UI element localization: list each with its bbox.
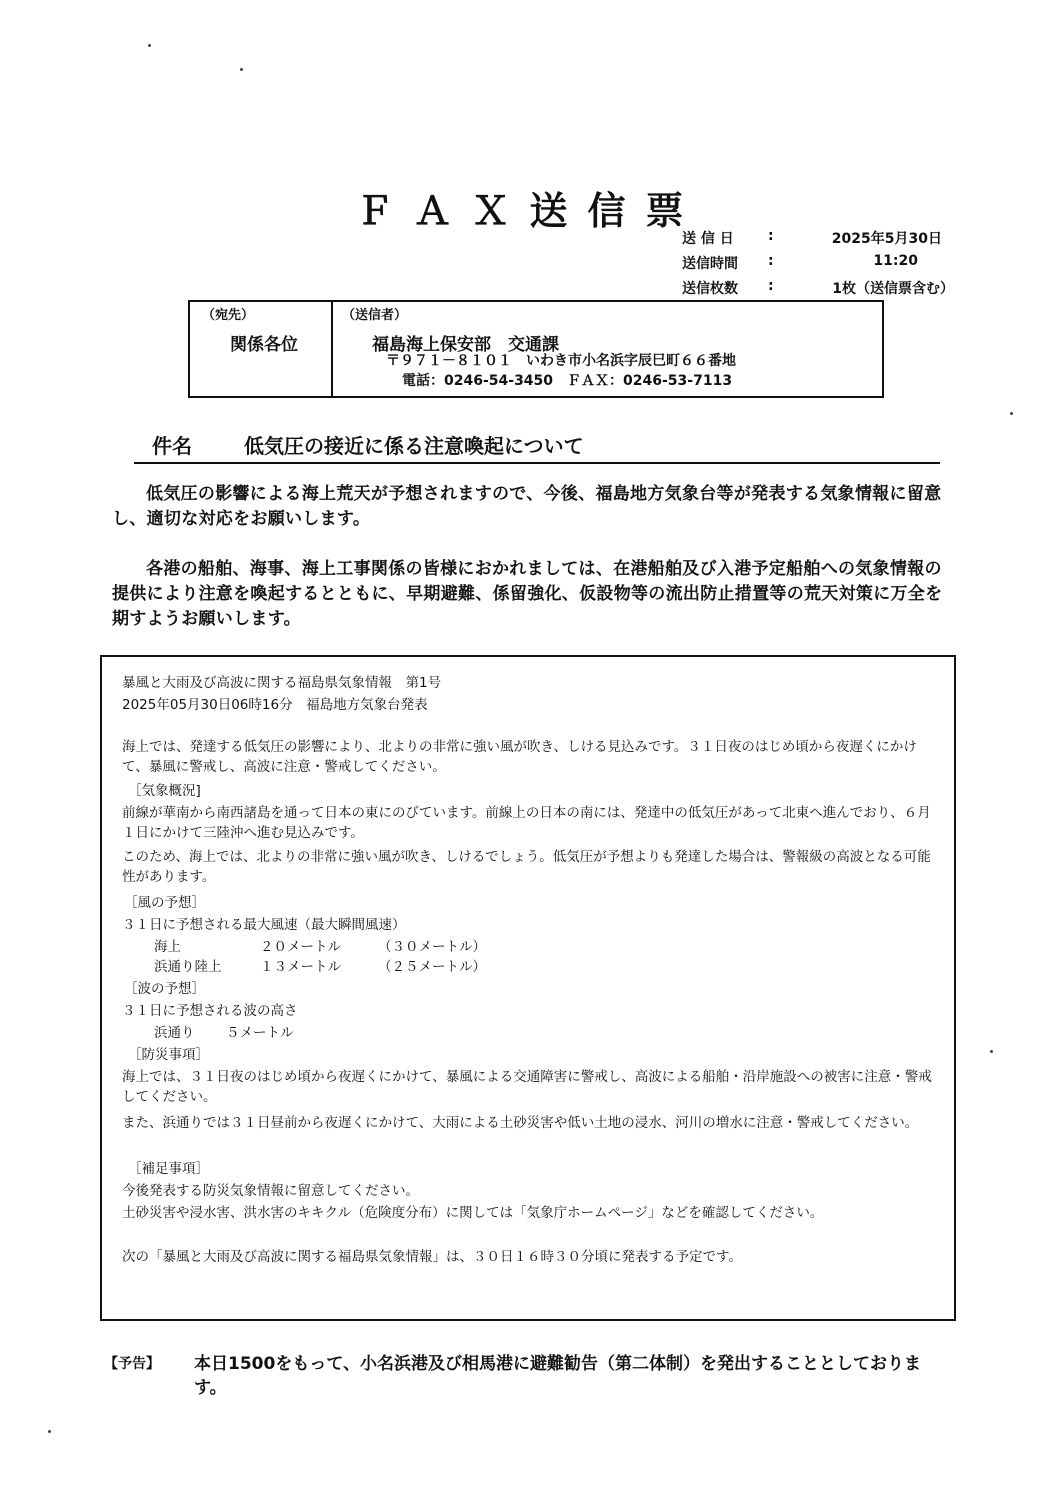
send-date-row <box>682 228 942 253</box>
overview-text-1: 前線が華南から南西諸島を通って日本の東にのびています。前線上の日本の南には、発達中の低気圧があって北東へ進んでおり、６月１日にかけて三陸沖へ進む見込みです。 <box>122 805 931 841</box>
noise-speck <box>1010 412 1013 415</box>
pages-value: 1枚（送信票含む） <box>832 281 954 297</box>
wind-area: 海上 <box>154 939 181 955</box>
wind-area: 浜通り陸上 <box>154 959 222 975</box>
sender-address: 〒９７１－８１０１ いわき市小名浜字辰巳町６６番地 <box>386 353 736 369</box>
notice-label: 【予告】 <box>104 1356 160 1372</box>
wind-heading: ［風の予想］ <box>124 895 205 911</box>
overview-text-2: このため、海上では、北よりの非常に強い風が吹き、しけるでしょう。低気圧が予想よりも発達した場合は、警報級の高波となる可能性があります。 <box>122 849 931 885</box>
supplement-text-2: 土砂災害や浸水害、洪水害のキキクル（危険度分布）に関しては「気象庁ホームページ」などを確認してください。 <box>122 1205 824 1221</box>
wave-height: ５メートル <box>226 1025 294 1041</box>
wind-intro: ３１日に予想される最大風速（最大瞬間風速） <box>122 917 406 933</box>
sender-contact: 電話：0246-54-3450 ＦＡＸ：0246-53-7113 <box>402 373 733 389</box>
noise-speck <box>148 44 151 47</box>
notice-text: 本日1500をもって、小名浜港及び相馬港に避難勧告（第二体制）を発出することとしております。 <box>194 1354 921 1398</box>
disaster-text-1: 海上では、３１日夜のはじめ頃から夜遅くにかけて、暴風による交通障害に警戒し、高波による船舶・沿岸施設への被害に注意・警戒してください。 <box>122 1069 932 1105</box>
noise-speck <box>48 1430 51 1433</box>
subject-label: 件名 <box>152 434 192 458</box>
wave-intro: ３１日に予想される波の高さ <box>122 1003 298 1019</box>
sender-name: 福島海上保安部 交通課 <box>372 335 559 355</box>
address-box <box>188 300 884 398</box>
body-paragraph-1: 低気圧の影響による海上荒天が予想されますので、今後、福島地方気象台等が発表する気象情報に留意し、適切な対応をお願いします。 <box>112 484 942 529</box>
send-time-label: 送信時間 <box>682 256 738 272</box>
wave-area: 浜通り <box>154 1025 195 1041</box>
supplement-text-1: 今後発表する防災気象情報に留意してください。 <box>122 1183 419 1199</box>
recipient-name: 関係各位 <box>230 335 298 355</box>
noise-speck <box>990 1050 993 1053</box>
overview-heading: ［気象概況] <box>128 783 201 799</box>
colon: : <box>768 228 774 244</box>
wind-gust: （３０メートル） <box>378 939 486 955</box>
supplement-text-3: 次の「暴風と大雨及び高波に関する福島県気象情報」は、３０日１６時３０分頃に発表する予定です。 <box>122 1249 742 1265</box>
noise-speck <box>240 68 243 71</box>
bulletin-summary: 海上では、発達する低気圧の影響により、北よりの非常に強い風が吹き、しける見込みです。３１日夜のはじめ頃から夜遅くにかけて、暴風に警戒し、高波に注意・警戒してください。 <box>122 739 917 775</box>
disaster-heading: ［防災事項］ <box>128 1047 209 1063</box>
weather-bulletin-box <box>100 655 956 1321</box>
bulletin-title: 暴風と大雨及び高波に関する福島県気象情報 第1号 <box>122 675 442 691</box>
to-label: （宛先） <box>202 308 255 323</box>
wave-heading: ［波の予想］ <box>124 981 205 997</box>
wind-speed: ２０メートル <box>260 939 341 955</box>
bulletin-issued: 2025年05月30日06時16分 福島地方気象台発表 <box>122 697 428 713</box>
send-meta <box>682 228 954 303</box>
recipient-cell <box>190 302 333 396</box>
page-title: ＦＡＸ送信票 <box>355 189 704 233</box>
send-date-label: 送 信 日 <box>682 231 734 247</box>
send-date-value: 2025年5月30日 <box>831 231 942 247</box>
pages-label: 送信枚数 <box>682 281 738 297</box>
colon: : <box>768 278 774 294</box>
colon: : <box>768 253 774 269</box>
supplement-heading: ［補足事項］ <box>128 1161 209 1177</box>
from-label: （送信者） <box>342 308 408 323</box>
disaster-text-2: また、浜通りでは３１日昼前から夜遅くにかけて、大雨による土砂災害や低い土地の浸水、河川の増水に注意・警戒してください。 <box>122 1115 919 1131</box>
send-time-row <box>682 253 942 278</box>
wind-speed: １３メートル <box>260 959 341 975</box>
subject-text: 低気圧の接近に係る注意喚起について <box>244 434 584 458</box>
body-paragraph-2: 各港の船舶、海事、海上工事関係の皆様におかれましては、在港船舶及び入港予定船舶への気象情報の提供により注意を喚起するとともに、早期避難、係留強化、仮設物等の流出防止措置等の荒天対策に万全を期すようお願いします。 <box>112 559 943 629</box>
send-time-value: 11:20 <box>873 253 918 269</box>
wind-gust: （２５メートル） <box>378 959 486 975</box>
subject-line <box>134 430 940 464</box>
